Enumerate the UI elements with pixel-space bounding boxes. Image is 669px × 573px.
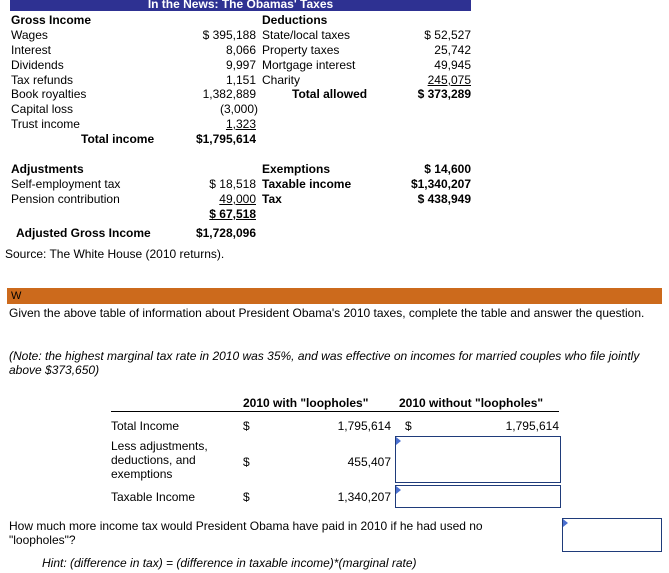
deduction-label: Charity (262, 73, 301, 87)
agi-label: Adjusted Gross Income (16, 226, 151, 240)
news-banner (10, 0, 471, 11)
total-income-with: 1,795,614 (337, 419, 391, 433)
deduction-label: Property taxes (262, 43, 340, 57)
source-note: Source: The White House (2010 returns). (5, 247, 225, 261)
adjustment-value: $ 18,518 (209, 177, 256, 191)
answer-input[interactable] (562, 518, 662, 552)
col-header-with-loopholes: 2010 with "loopholes" (243, 396, 369, 410)
currency-sign: $ (243, 419, 250, 433)
gross-income-value: 1,382,889 (202, 87, 256, 101)
gross-income-label: Tax refunds (11, 73, 74, 87)
deductions-heading: Deductions (262, 13, 328, 27)
adjustment-value: 49,000 (219, 192, 256, 206)
deduction-value: 25,742 (434, 43, 471, 57)
adjustment-label: Self-employment tax (11, 177, 121, 191)
table-divider (111, 411, 559, 412)
row-label-total-income: Total Income (111, 419, 180, 433)
gross-income-value: 9,997 (225, 58, 256, 72)
less-adjustments-without-input[interactable] (395, 436, 561, 483)
col-header-without-loopholes: 2010 without "loopholes" (399, 396, 544, 410)
gross-income-value: 1,323 (225, 117, 256, 131)
input-marker-icon (396, 437, 401, 445)
total-allowed-value: $ 373,289 (417, 87, 471, 101)
gross-income-label: Capital loss (11, 102, 74, 116)
question-note: (Note: the highest marginal tax rate in 2010 was 35%, and was effective on incomes for married couples who file jointly above $373,650) (9, 349, 640, 377)
deduction-value: 245,075 (427, 73, 471, 87)
final-question: How much more income tax would President Obama have paid in 2010 if he had used no "loopholes"? (9, 519, 483, 547)
total-income-label: Total income (81, 132, 155, 146)
news-title: In the News: The Obamas' Taxes (147, 0, 334, 11)
gross-income-label: Trust income (11, 117, 80, 131)
currency-sign: $ (243, 490, 250, 504)
gross-income-value: 8,066 (225, 43, 256, 57)
adjustments-sum-value: $ 67,518 (209, 207, 256, 221)
taxable-income-label: Taxable income (262, 177, 352, 191)
row-label-less-adjustments: Less adjustments, deductions, and exemptions (111, 439, 208, 481)
deduction-label: State/local taxes (262, 28, 351, 42)
deduction-value: 49,945 (434, 58, 471, 72)
agi-value: $1,728,096 (195, 226, 256, 240)
input-marker-icon (396, 486, 401, 494)
total-income-value: $1,795,614 (195, 132, 256, 146)
gross-income-value: 1,151 (225, 73, 256, 87)
tax-value: $ 438,949 (417, 192, 471, 206)
gross-income-heading: Gross Income (11, 13, 92, 27)
adjustments-heading: Adjustments (11, 162, 84, 176)
gross-income-label: Dividends (11, 58, 64, 72)
tax-label: Tax (262, 192, 282, 206)
total-allowed-label: Total allowed (292, 87, 368, 101)
total-income-without: 1,795,614 (505, 419, 559, 433)
question-prompt: Given the above table of information about President Obama's 2010 taxes, complete the table and answer the question. (9, 306, 645, 320)
gross-income-label: Interest (11, 43, 52, 57)
gross-income-label: Book royalties (11, 87, 87, 101)
exemptions-value: $ 14,600 (424, 162, 471, 176)
gross-income-label: Wages (11, 28, 48, 42)
question-header-bar (7, 288, 662, 304)
exemptions-heading: Exemptions (262, 162, 331, 176)
adjustment-label: Pension contribution (11, 192, 120, 206)
gross-income-value: $ 395,188 (202, 28, 256, 42)
taxable-income-with: 1,340,207 (337, 490, 391, 504)
taxable-income-value: $1,340,207 (410, 177, 471, 191)
row-label-taxable-income: Taxable Income (111, 490, 196, 504)
less-adjustments-with: 455,407 (347, 455, 391, 469)
hint-text: Hint: (difference in tax) = (difference in taxable income)*(marginal rate) (42, 556, 417, 570)
input-marker-icon (563, 519, 568, 527)
currency-sign: $ (405, 419, 412, 433)
question-id: W (11, 290, 22, 302)
gross-income-value: (3,000) (219, 102, 258, 116)
deduction-value: $ 52,527 (424, 28, 471, 42)
deduction-label: Mortgage interest (262, 58, 356, 72)
taxable-income-without-input[interactable] (395, 485, 561, 508)
currency-sign: $ (243, 455, 250, 469)
